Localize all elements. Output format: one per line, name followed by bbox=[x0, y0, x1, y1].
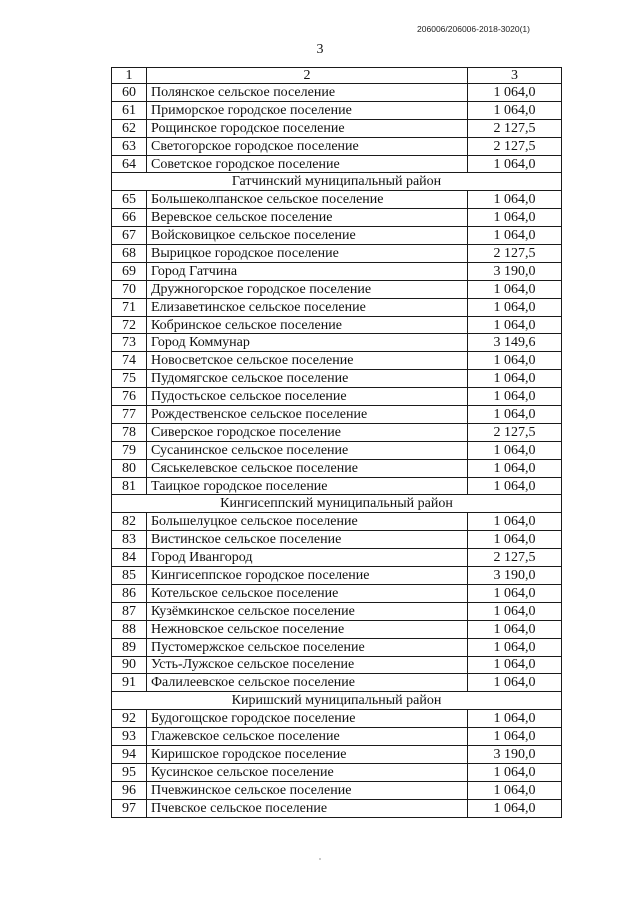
table-row bbox=[112, 620, 562, 638]
column-header-3: 3 bbox=[468, 68, 562, 84]
settlement-name: Вистинское сельское поселение bbox=[147, 531, 468, 549]
amount-value: 1 064,0 bbox=[468, 477, 562, 495]
settlement-name: Будогощское городское поселение bbox=[147, 710, 468, 728]
row-number: 72 bbox=[112, 316, 147, 334]
settlement-name: Киришское городское поселение bbox=[147, 745, 468, 763]
amount-value: 1 064,0 bbox=[468, 513, 562, 531]
table-row bbox=[112, 406, 562, 424]
row-number: 68 bbox=[112, 245, 147, 263]
settlement-name: Елизаветинское сельское поселение bbox=[147, 298, 468, 316]
row-number: 93 bbox=[112, 728, 147, 746]
settlement-name: Светогорское городское поселение bbox=[147, 137, 468, 155]
settlement-name: Город Коммунар bbox=[147, 334, 468, 352]
row-number: 81 bbox=[112, 477, 147, 495]
settlement-name: Город Гатчина bbox=[147, 262, 468, 280]
table-row bbox=[112, 781, 562, 799]
table-row bbox=[112, 119, 562, 137]
settlement-name: Вырицкое городское поселение bbox=[147, 245, 468, 263]
table-row bbox=[112, 513, 562, 531]
row-number: 64 bbox=[112, 155, 147, 173]
row-number: 91 bbox=[112, 674, 147, 692]
settlement-name: Глажевское сельское поселение bbox=[147, 728, 468, 746]
settlement-name: Кобринское сельское поселение bbox=[147, 316, 468, 334]
table-row bbox=[112, 191, 562, 209]
row-number: 66 bbox=[112, 209, 147, 227]
table-row bbox=[112, 763, 562, 781]
page-number: 3 bbox=[316, 42, 324, 57]
row-number: 90 bbox=[112, 656, 147, 674]
table-row bbox=[112, 370, 562, 388]
table-row bbox=[112, 245, 562, 263]
row-number: 87 bbox=[112, 602, 147, 620]
table-row bbox=[112, 656, 562, 674]
amount-value: 1 064,0 bbox=[468, 459, 562, 477]
row-number: 82 bbox=[112, 513, 147, 531]
settlement-name: Полянское сельское поселение bbox=[147, 84, 468, 102]
row-number: 70 bbox=[112, 280, 147, 298]
settlement-name: Большеколпанское сельское поселение bbox=[147, 191, 468, 209]
settlement-name: Кусинское сельское поселение bbox=[147, 763, 468, 781]
row-number: 86 bbox=[112, 584, 147, 602]
settlement-name: Сусанинское сельское поселение bbox=[147, 441, 468, 459]
amount-value: 1 064,0 bbox=[468, 441, 562, 459]
amount-value: 1 064,0 bbox=[468, 191, 562, 209]
settlement-name: Нежновское сельское поселение bbox=[147, 620, 468, 638]
amount-value: 2 127,5 bbox=[468, 137, 562, 155]
amount-value: 3 149,6 bbox=[468, 334, 562, 352]
settlement-name: Кузёмкинское сельское поселение bbox=[147, 602, 468, 620]
row-number: 88 bbox=[112, 620, 147, 638]
amount-value: 1 064,0 bbox=[468, 84, 562, 102]
settlement-name: Дружногорское городское поселение bbox=[147, 280, 468, 298]
table-row bbox=[112, 441, 562, 459]
table-row bbox=[112, 352, 562, 370]
table-row bbox=[112, 638, 562, 656]
settlement-name: Войсковицкое сельское поселение bbox=[147, 227, 468, 245]
table-row bbox=[112, 567, 562, 585]
amount-value: 1 064,0 bbox=[468, 799, 562, 817]
row-number: 75 bbox=[112, 370, 147, 388]
column-header-2: 2 bbox=[147, 68, 468, 84]
row-number: 76 bbox=[112, 388, 147, 406]
amount-value: 2 127,5 bbox=[468, 245, 562, 263]
scan-speck bbox=[319, 858, 321, 860]
table-row bbox=[112, 710, 562, 728]
table-row bbox=[112, 728, 562, 746]
settlement-name: Большелуцкое сельское поселение bbox=[147, 513, 468, 531]
table-row bbox=[112, 423, 562, 441]
row-number: 94 bbox=[112, 745, 147, 763]
settlement-name: Пустомержское сельское поселение bbox=[147, 638, 468, 656]
amount-value: 1 064,0 bbox=[468, 674, 562, 692]
table-row bbox=[112, 101, 562, 119]
table-row bbox=[112, 334, 562, 352]
amount-value: 1 064,0 bbox=[468, 584, 562, 602]
row-number: 67 bbox=[112, 227, 147, 245]
settlement-name: Приморское городское поселение bbox=[147, 101, 468, 119]
table-row bbox=[112, 799, 562, 817]
table-row bbox=[112, 227, 562, 245]
amount-value: 3 190,0 bbox=[468, 262, 562, 280]
row-number: 85 bbox=[112, 567, 147, 585]
amount-value: 1 064,0 bbox=[468, 298, 562, 316]
table-body bbox=[112, 68, 562, 818]
amount-value: 1 064,0 bbox=[468, 602, 562, 620]
settlement-name: Котельское сельское поселение bbox=[147, 584, 468, 602]
district-header-row bbox=[112, 692, 562, 710]
amount-value: 1 064,0 bbox=[468, 531, 562, 549]
allocation-table bbox=[111, 67, 562, 818]
row-number: 77 bbox=[112, 406, 147, 424]
row-number: 95 bbox=[112, 763, 147, 781]
amount-value: 1 064,0 bbox=[468, 638, 562, 656]
table-row bbox=[112, 745, 562, 763]
district-header-row bbox=[112, 173, 562, 191]
amount-value: 3 190,0 bbox=[468, 745, 562, 763]
settlement-name: Пудостьское сельское поселение bbox=[147, 388, 468, 406]
row-number: 60 bbox=[112, 84, 147, 102]
amount-value: 1 064,0 bbox=[468, 388, 562, 406]
table-row bbox=[112, 262, 562, 280]
table-row bbox=[112, 280, 562, 298]
table-row bbox=[112, 209, 562, 227]
row-number: 92 bbox=[112, 710, 147, 728]
row-number: 61 bbox=[112, 101, 147, 119]
table-row bbox=[112, 298, 562, 316]
amount-value: 1 064,0 bbox=[468, 155, 562, 173]
row-number: 78 bbox=[112, 423, 147, 441]
row-number: 97 bbox=[112, 799, 147, 817]
column-header-1: 1 bbox=[112, 68, 147, 84]
table-row bbox=[112, 531, 562, 549]
row-number: 89 bbox=[112, 638, 147, 656]
table-header-row bbox=[112, 68, 562, 84]
settlement-name: Сиверское городское поселение bbox=[147, 423, 468, 441]
table-row bbox=[112, 459, 562, 477]
settlement-name: Рождественское сельское поселение bbox=[147, 406, 468, 424]
table-row bbox=[112, 155, 562, 173]
amount-value: 1 064,0 bbox=[468, 781, 562, 799]
table-row bbox=[112, 137, 562, 155]
table-row bbox=[112, 549, 562, 567]
table-row bbox=[112, 674, 562, 692]
settlement-name: Фалилеевское сельское поселение bbox=[147, 674, 468, 692]
amount-value: 1 064,0 bbox=[468, 728, 562, 746]
settlement-name: Рощинское городское поселение bbox=[147, 119, 468, 137]
settlement-name: Город Ивангород bbox=[147, 549, 468, 567]
row-number: 96 bbox=[112, 781, 147, 799]
amount-value: 2 127,5 bbox=[468, 119, 562, 137]
settlement-name: Пчевжинское сельское поселение bbox=[147, 781, 468, 799]
district-name: Гатчинский муниципальный район bbox=[112, 173, 562, 191]
settlement-name: Советское городское поселение bbox=[147, 155, 468, 173]
settlement-name: Усть-Лужское сельское поселение bbox=[147, 656, 468, 674]
amount-value: 1 064,0 bbox=[468, 227, 562, 245]
district-name: Кингисеппский муниципальный район bbox=[112, 495, 562, 513]
district-header-row bbox=[112, 495, 562, 513]
settlement-name: Пудомягское сельское поселение bbox=[147, 370, 468, 388]
amount-value: 1 064,0 bbox=[468, 209, 562, 227]
row-number: 83 bbox=[112, 531, 147, 549]
row-number: 69 bbox=[112, 262, 147, 280]
amount-value: 2 127,5 bbox=[468, 549, 562, 567]
amount-value: 3 190,0 bbox=[468, 567, 562, 585]
row-number: 71 bbox=[112, 298, 147, 316]
amount-value: 1 064,0 bbox=[468, 352, 562, 370]
settlement-name: Новосветское сельское поселение bbox=[147, 352, 468, 370]
table-row bbox=[112, 602, 562, 620]
row-number: 79 bbox=[112, 441, 147, 459]
settlement-name: Пчевское сельское поселение bbox=[147, 799, 468, 817]
amount-value: 1 064,0 bbox=[468, 406, 562, 424]
amount-value: 1 064,0 bbox=[468, 101, 562, 119]
row-number: 74 bbox=[112, 352, 147, 370]
table-row bbox=[112, 477, 562, 495]
amount-value: 1 064,0 bbox=[468, 370, 562, 388]
document-id: 206006/206006-2018-3020(1) bbox=[417, 24, 530, 34]
row-number: 62 bbox=[112, 119, 147, 137]
amount-value: 1 064,0 bbox=[468, 763, 562, 781]
table-row bbox=[112, 316, 562, 334]
amount-value: 1 064,0 bbox=[468, 620, 562, 638]
settlement-name: Кингисеппское городское поселение bbox=[147, 567, 468, 585]
amount-value: 1 064,0 bbox=[468, 280, 562, 298]
table-row bbox=[112, 84, 562, 102]
amount-value: 1 064,0 bbox=[468, 710, 562, 728]
settlement-name: Веревское сельское поселение bbox=[147, 209, 468, 227]
row-number: 65 bbox=[112, 191, 147, 209]
row-number: 63 bbox=[112, 137, 147, 155]
amount-value: 1 064,0 bbox=[468, 316, 562, 334]
row-number: 80 bbox=[112, 459, 147, 477]
row-number: 84 bbox=[112, 549, 147, 567]
settlement-name: Таицкое городское поселение bbox=[147, 477, 468, 495]
district-name: Киришский муниципальный район bbox=[112, 692, 562, 710]
settlement-name: Сяськелевское сельское поселение bbox=[147, 459, 468, 477]
table-row bbox=[112, 388, 562, 406]
row-number: 73 bbox=[112, 334, 147, 352]
amount-value: 2 127,5 bbox=[468, 423, 562, 441]
table-row bbox=[112, 584, 562, 602]
amount-value: 1 064,0 bbox=[468, 656, 562, 674]
